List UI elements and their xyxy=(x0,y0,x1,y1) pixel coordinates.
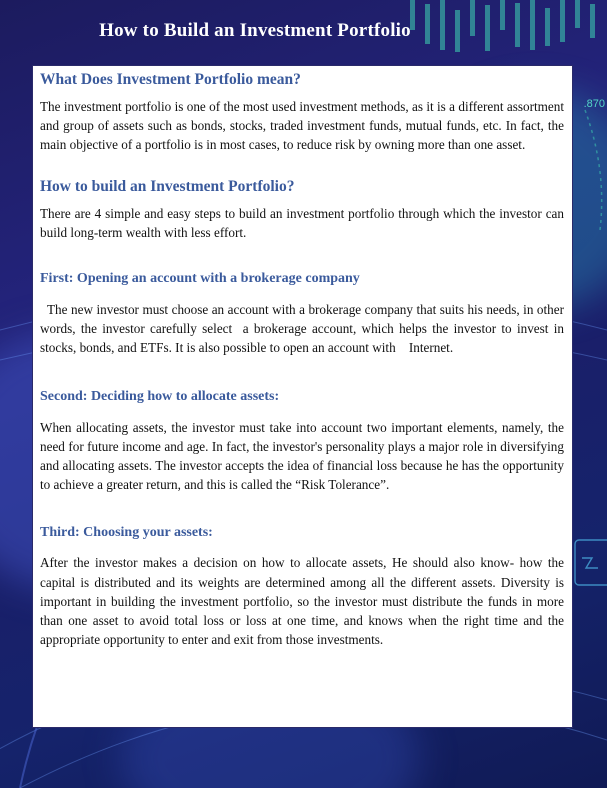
section-heading-how-to-build: How to build an Investment Portfolio? xyxy=(40,177,295,195)
step-body-second: When allocating assets, the investor must take into account two important elements, namely, the need for future income and age. In fact, the investor's personality plays a major role in diversifying and allocating assets. The investor accepts the idea of financial loss because he has the opportunity to achieve a greater return, and this is called the “Risk Tolerance”. xyxy=(40,419,564,493)
step-body-third: After the investor makes a decision on how to allocate assets, He should also know- how the capital is distributed and its weights are determined among all the different assets. Diversity is important in building the investment portfolio, so the investor must distribute the funds in more than one asset to avoid total loss or loss at one time, and knows when the right time and the appropriate opportunity to enter and exit from those investments. xyxy=(40,555,564,648)
step-heading-first: First: Opening an account with a brokerage company xyxy=(40,271,360,287)
step-body-first: The new investor must choose an account with a brokerage company that suits his needs, in other words, the investor carefully select a brokerage account, which helps the investor to invest in stocks, bonds, and ETFs. It is also possible to open an account with Internet. xyxy=(40,302,568,356)
ticker-fragment: .870 xyxy=(583,98,605,110)
section-heading-what-is-portfolio: What Does Investment Portfolio mean? xyxy=(40,71,301,88)
content-card xyxy=(32,65,573,728)
step-heading-third: Third: Choosing your assets: xyxy=(40,525,213,541)
section-body-what-is-portfolio: The investment portfolio is one of the most used investment methods, as it is a different assortment and group of assets such as bonds, stocks, traded investment funds, mutual funds, etc. In fact, the main objective of a portfolio is in most cases, to reduce risk by owning more than one asset. xyxy=(40,99,564,153)
page-title: How to Build an Investment Portfolio xyxy=(99,20,411,41)
step-heading-second: Second: Deciding how to allocate assets: xyxy=(40,388,280,404)
section-body-how-to-build: There are 4 simple and easy steps to build an investment portfolio through which the investor can build long-term wealth with less effort. xyxy=(40,205,564,240)
